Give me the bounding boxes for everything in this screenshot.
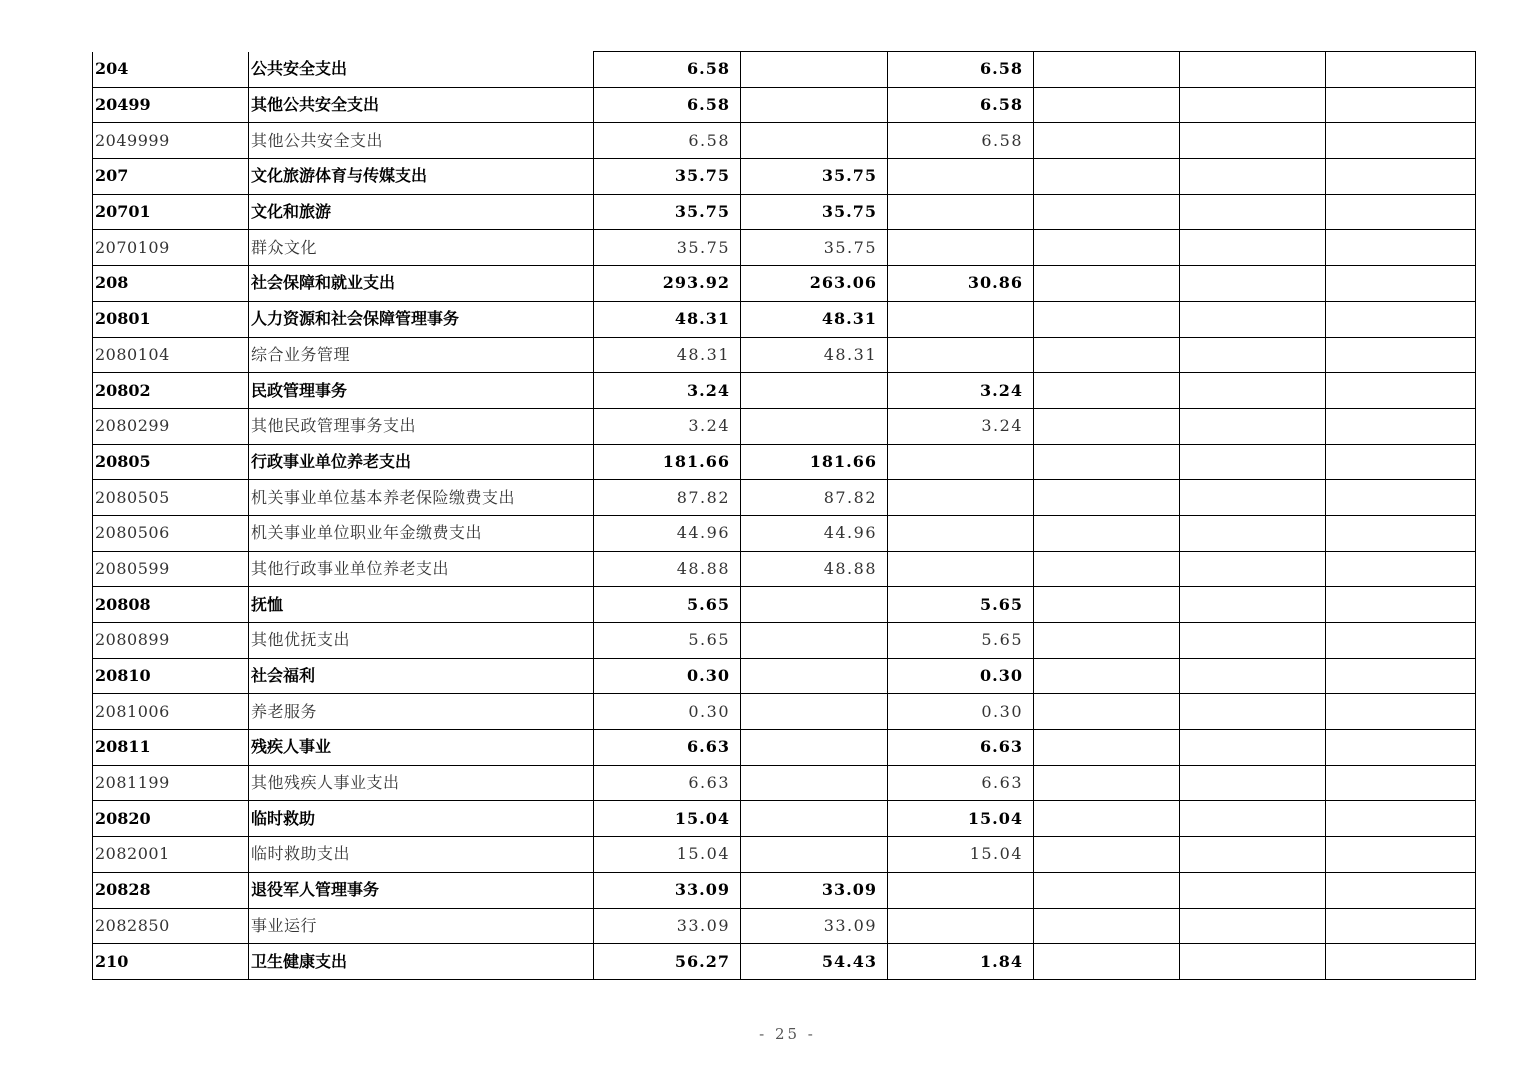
project-expenditure-cell: 0.30	[888, 658, 1034, 694]
empty-cell	[1180, 87, 1326, 123]
project-expenditure-cell: 3.24	[888, 408, 1034, 444]
subject-code-cell: 2080299	[93, 408, 249, 444]
empty-cell	[1180, 266, 1326, 302]
empty-cell	[1180, 551, 1326, 587]
table-row	[93, 944, 1476, 980]
empty-cell	[1180, 587, 1326, 623]
table-row	[93, 230, 1476, 266]
table-row	[93, 87, 1476, 123]
total-amount-cell: 5.65	[594, 587, 741, 623]
basic-expenditure-cell: 44.96	[741, 515, 888, 551]
empty-cell	[1326, 230, 1476, 266]
basic-expenditure-cell	[741, 52, 888, 88]
empty-cell	[1180, 480, 1326, 516]
budget-expenditure-table	[92, 51, 1476, 980]
total-amount-cell: 35.75	[594, 230, 741, 266]
empty-cell	[1034, 337, 1180, 373]
basic-expenditure-cell	[741, 801, 888, 837]
total-amount-cell: 6.63	[594, 730, 741, 766]
empty-cell	[1326, 337, 1476, 373]
subject-name-cell: 机关事业单位基本养老保险缴费支出	[249, 480, 594, 516]
table-row	[93, 337, 1476, 373]
basic-expenditure-cell: 35.75	[741, 159, 888, 195]
basic-expenditure-cell	[741, 658, 888, 694]
empty-cell	[1034, 230, 1180, 266]
empty-cell	[1326, 837, 1476, 873]
empty-cell	[1326, 194, 1476, 230]
subject-code-cell: 2081006	[93, 694, 249, 730]
empty-cell	[1326, 623, 1476, 659]
total-amount-cell: 293.92	[594, 266, 741, 302]
basic-expenditure-cell	[741, 373, 888, 409]
total-amount-cell: 33.09	[594, 908, 741, 944]
empty-cell	[1180, 694, 1326, 730]
basic-expenditure-cell	[741, 765, 888, 801]
subject-name-cell: 养老服务	[249, 694, 594, 730]
basic-expenditure-cell: 35.75	[741, 194, 888, 230]
project-expenditure-cell: 6.58	[888, 123, 1034, 159]
empty-cell	[1326, 408, 1476, 444]
subject-code-cell: 20828	[93, 872, 249, 908]
table-row	[93, 765, 1476, 801]
empty-cell	[1326, 694, 1476, 730]
total-amount-cell: 6.58	[594, 87, 741, 123]
empty-cell	[1326, 765, 1476, 801]
table-row	[93, 872, 1476, 908]
subject-code-cell: 204	[93, 52, 249, 88]
empty-cell	[1034, 694, 1180, 730]
empty-cell	[1034, 194, 1180, 230]
project-expenditure-cell	[888, 444, 1034, 480]
total-amount-cell: 48.88	[594, 551, 741, 587]
empty-cell	[1326, 515, 1476, 551]
subject-code-cell: 20802	[93, 373, 249, 409]
subject-name-cell: 机关事业单位职业年金缴费支出	[249, 515, 594, 551]
subject-code-cell: 2049999	[93, 123, 249, 159]
basic-expenditure-cell: 263.06	[741, 266, 888, 302]
project-expenditure-cell: 6.63	[888, 730, 1034, 766]
project-expenditure-cell: 0.30	[888, 694, 1034, 730]
table-body	[93, 52, 1476, 980]
subject-name-cell: 退役军人管理事务	[249, 872, 594, 908]
table-row	[93, 123, 1476, 159]
basic-expenditure-cell	[741, 623, 888, 659]
total-amount-cell: 6.58	[594, 123, 741, 159]
subject-name-cell: 行政事业单位养老支出	[249, 444, 594, 480]
empty-cell	[1034, 444, 1180, 480]
subject-name-cell: 社会保障和就业支出	[249, 266, 594, 302]
table-row	[93, 373, 1476, 409]
project-expenditure-cell	[888, 872, 1034, 908]
empty-cell	[1034, 87, 1180, 123]
subject-name-cell: 其他公共安全支出	[249, 123, 594, 159]
total-amount-cell: 6.63	[594, 765, 741, 801]
subject-code-cell: 20811	[93, 730, 249, 766]
empty-cell	[1034, 908, 1180, 944]
subject-code-cell: 2080505	[93, 480, 249, 516]
empty-cell	[1180, 623, 1326, 659]
total-amount-cell: 15.04	[594, 837, 741, 873]
empty-cell	[1034, 837, 1180, 873]
total-amount-cell: 87.82	[594, 480, 741, 516]
empty-cell	[1180, 337, 1326, 373]
table-row	[93, 551, 1476, 587]
subject-code-cell: 2082850	[93, 908, 249, 944]
subject-name-cell: 抚恤	[249, 587, 594, 623]
table-row	[93, 408, 1476, 444]
empty-cell	[1326, 266, 1476, 302]
empty-cell	[1326, 587, 1476, 623]
basic-expenditure-cell: 48.31	[741, 301, 888, 337]
empty-cell	[1034, 408, 1180, 444]
empty-cell	[1034, 52, 1180, 88]
subject-code-cell: 20801	[93, 301, 249, 337]
project-expenditure-cell	[888, 551, 1034, 587]
empty-cell	[1326, 730, 1476, 766]
empty-cell	[1180, 159, 1326, 195]
empty-cell	[1326, 123, 1476, 159]
empty-cell	[1326, 87, 1476, 123]
empty-cell	[1034, 480, 1180, 516]
total-amount-cell: 48.31	[594, 337, 741, 373]
basic-expenditure-cell	[741, 694, 888, 730]
empty-cell	[1326, 159, 1476, 195]
empty-cell	[1180, 801, 1326, 837]
empty-cell	[1180, 515, 1326, 551]
subject-name-cell: 综合业务管理	[249, 337, 594, 373]
total-amount-cell: 48.31	[594, 301, 741, 337]
subject-name-cell: 群众文化	[249, 230, 594, 266]
table-row	[93, 908, 1476, 944]
empty-cell	[1180, 194, 1326, 230]
empty-cell	[1034, 623, 1180, 659]
empty-cell	[1180, 765, 1326, 801]
project-expenditure-cell	[888, 301, 1034, 337]
basic-expenditure-cell	[741, 87, 888, 123]
project-expenditure-cell: 5.65	[888, 587, 1034, 623]
table-row	[93, 52, 1476, 88]
empty-cell	[1180, 230, 1326, 266]
subject-code-cell: 207	[93, 159, 249, 195]
subject-name-cell: 社会福利	[249, 658, 594, 694]
empty-cell	[1034, 123, 1180, 159]
empty-cell	[1034, 730, 1180, 766]
subject-name-cell: 其他行政事业单位养老支出	[249, 551, 594, 587]
empty-cell	[1326, 658, 1476, 694]
subject-code-cell: 208	[93, 266, 249, 302]
project-expenditure-cell: 6.63	[888, 765, 1034, 801]
empty-cell	[1326, 872, 1476, 908]
basic-expenditure-cell: 33.09	[741, 872, 888, 908]
project-expenditure-cell	[888, 230, 1034, 266]
subject-code-cell: 2082001	[93, 837, 249, 873]
subject-name-cell: 公共安全支出	[249, 52, 594, 88]
project-expenditure-cell: 1.84	[888, 944, 1034, 980]
empty-cell	[1034, 587, 1180, 623]
basic-expenditure-cell: 33.09	[741, 908, 888, 944]
subject-code-cell: 2080899	[93, 623, 249, 659]
empty-cell	[1180, 123, 1326, 159]
subject-name-cell: 其他优抚支出	[249, 623, 594, 659]
table-row	[93, 801, 1476, 837]
project-expenditure-cell: 3.24	[888, 373, 1034, 409]
table-row	[93, 658, 1476, 694]
empty-cell	[1034, 551, 1180, 587]
empty-cell	[1180, 944, 1326, 980]
empty-cell	[1326, 444, 1476, 480]
subject-name-cell: 其他残疾人事业支出	[249, 765, 594, 801]
total-amount-cell: 3.24	[594, 373, 741, 409]
empty-cell	[1034, 266, 1180, 302]
project-expenditure-cell	[888, 194, 1034, 230]
empty-cell	[1326, 480, 1476, 516]
subject-name-cell: 临时救助支出	[249, 837, 594, 873]
empty-cell	[1034, 515, 1180, 551]
project-expenditure-cell	[888, 159, 1034, 195]
subject-code-cell: 20810	[93, 658, 249, 694]
empty-cell	[1180, 837, 1326, 873]
subject-code-cell: 20820	[93, 801, 249, 837]
table-row	[93, 515, 1476, 551]
basic-expenditure-cell	[741, 730, 888, 766]
table-row	[93, 623, 1476, 659]
basic-expenditure-cell	[741, 837, 888, 873]
empty-cell	[1180, 908, 1326, 944]
basic-expenditure-cell: 35.75	[741, 230, 888, 266]
project-expenditure-cell	[888, 515, 1034, 551]
project-expenditure-cell: 6.58	[888, 52, 1034, 88]
subject-name-cell: 残疾人事业	[249, 730, 594, 766]
empty-cell	[1180, 730, 1326, 766]
empty-cell	[1180, 872, 1326, 908]
total-amount-cell: 15.04	[594, 801, 741, 837]
empty-cell	[1034, 658, 1180, 694]
subject-code-cell: 2070109	[93, 230, 249, 266]
subject-code-cell: 2081199	[93, 765, 249, 801]
subject-code-cell: 20805	[93, 444, 249, 480]
empty-cell	[1034, 301, 1180, 337]
table-row	[93, 694, 1476, 730]
table-row	[93, 194, 1476, 230]
subject-code-cell: 2080599	[93, 551, 249, 587]
basic-expenditure-cell: 48.88	[741, 551, 888, 587]
empty-cell	[1326, 301, 1476, 337]
empty-cell	[1034, 801, 1180, 837]
basic-expenditure-cell	[741, 587, 888, 623]
empty-cell	[1180, 52, 1326, 88]
total-amount-cell: 33.09	[594, 872, 741, 908]
subject-code-cell: 2080104	[93, 337, 249, 373]
empty-cell	[1180, 658, 1326, 694]
basic-expenditure-cell: 54.43	[741, 944, 888, 980]
empty-cell	[1034, 373, 1180, 409]
empty-cell	[1326, 52, 1476, 88]
empty-cell	[1034, 872, 1180, 908]
empty-cell	[1034, 944, 1180, 980]
table-row	[93, 730, 1476, 766]
empty-cell	[1326, 373, 1476, 409]
basic-expenditure-cell: 48.31	[741, 337, 888, 373]
empty-cell	[1180, 301, 1326, 337]
table-row	[93, 587, 1476, 623]
subject-name-cell: 其他公共安全支出	[249, 87, 594, 123]
total-amount-cell: 35.75	[594, 194, 741, 230]
table-row	[93, 159, 1476, 195]
project-expenditure-cell	[888, 337, 1034, 373]
subject-name-cell: 文化旅游体育与传媒支出	[249, 159, 594, 195]
total-amount-cell: 44.96	[594, 515, 741, 551]
basic-expenditure-cell: 87.82	[741, 480, 888, 516]
total-amount-cell: 56.27	[594, 944, 741, 980]
subject-code-cell: 20499	[93, 87, 249, 123]
empty-cell	[1180, 408, 1326, 444]
table-row	[93, 480, 1476, 516]
empty-cell	[1034, 765, 1180, 801]
project-expenditure-cell: 30.86	[888, 266, 1034, 302]
subject-name-cell: 人力资源和社会保障管理事务	[249, 301, 594, 337]
subject-name-cell: 其他民政管理事务支出	[249, 408, 594, 444]
basic-expenditure-cell: 181.66	[741, 444, 888, 480]
total-amount-cell: 5.65	[594, 623, 741, 659]
empty-cell	[1326, 944, 1476, 980]
empty-cell	[1180, 373, 1326, 409]
table-row	[93, 837, 1476, 873]
total-amount-cell: 181.66	[594, 444, 741, 480]
total-amount-cell: 6.58	[594, 52, 741, 88]
subject-code-cell: 20808	[93, 587, 249, 623]
basic-expenditure-cell	[741, 408, 888, 444]
project-expenditure-cell: 6.58	[888, 87, 1034, 123]
subject-code-cell: 2080506	[93, 515, 249, 551]
basic-expenditure-cell	[741, 123, 888, 159]
subject-code-cell: 210	[93, 944, 249, 980]
total-amount-cell: 35.75	[594, 159, 741, 195]
project-expenditure-cell: 5.65	[888, 623, 1034, 659]
page-number: - 25 -	[759, 1025, 816, 1043]
subject-name-cell: 文化和旅游	[249, 194, 594, 230]
project-expenditure-cell: 15.04	[888, 837, 1034, 873]
project-expenditure-cell	[888, 480, 1034, 516]
empty-cell	[1326, 551, 1476, 587]
empty-cell	[1180, 444, 1326, 480]
subject-code-cell: 20701	[93, 194, 249, 230]
empty-cell	[1034, 159, 1180, 195]
project-expenditure-cell: 15.04	[888, 801, 1034, 837]
table-row	[93, 301, 1476, 337]
empty-cell	[1326, 801, 1476, 837]
subject-name-cell: 卫生健康支出	[249, 944, 594, 980]
subject-name-cell: 民政管理事务	[249, 373, 594, 409]
total-amount-cell: 0.30	[594, 658, 741, 694]
table-row	[93, 444, 1476, 480]
total-amount-cell: 3.24	[594, 408, 741, 444]
empty-cell	[1326, 908, 1476, 944]
table-row	[93, 266, 1476, 302]
total-amount-cell: 0.30	[594, 694, 741, 730]
subject-name-cell: 临时救助	[249, 801, 594, 837]
project-expenditure-cell	[888, 908, 1034, 944]
subject-name-cell: 事业运行	[249, 908, 594, 944]
